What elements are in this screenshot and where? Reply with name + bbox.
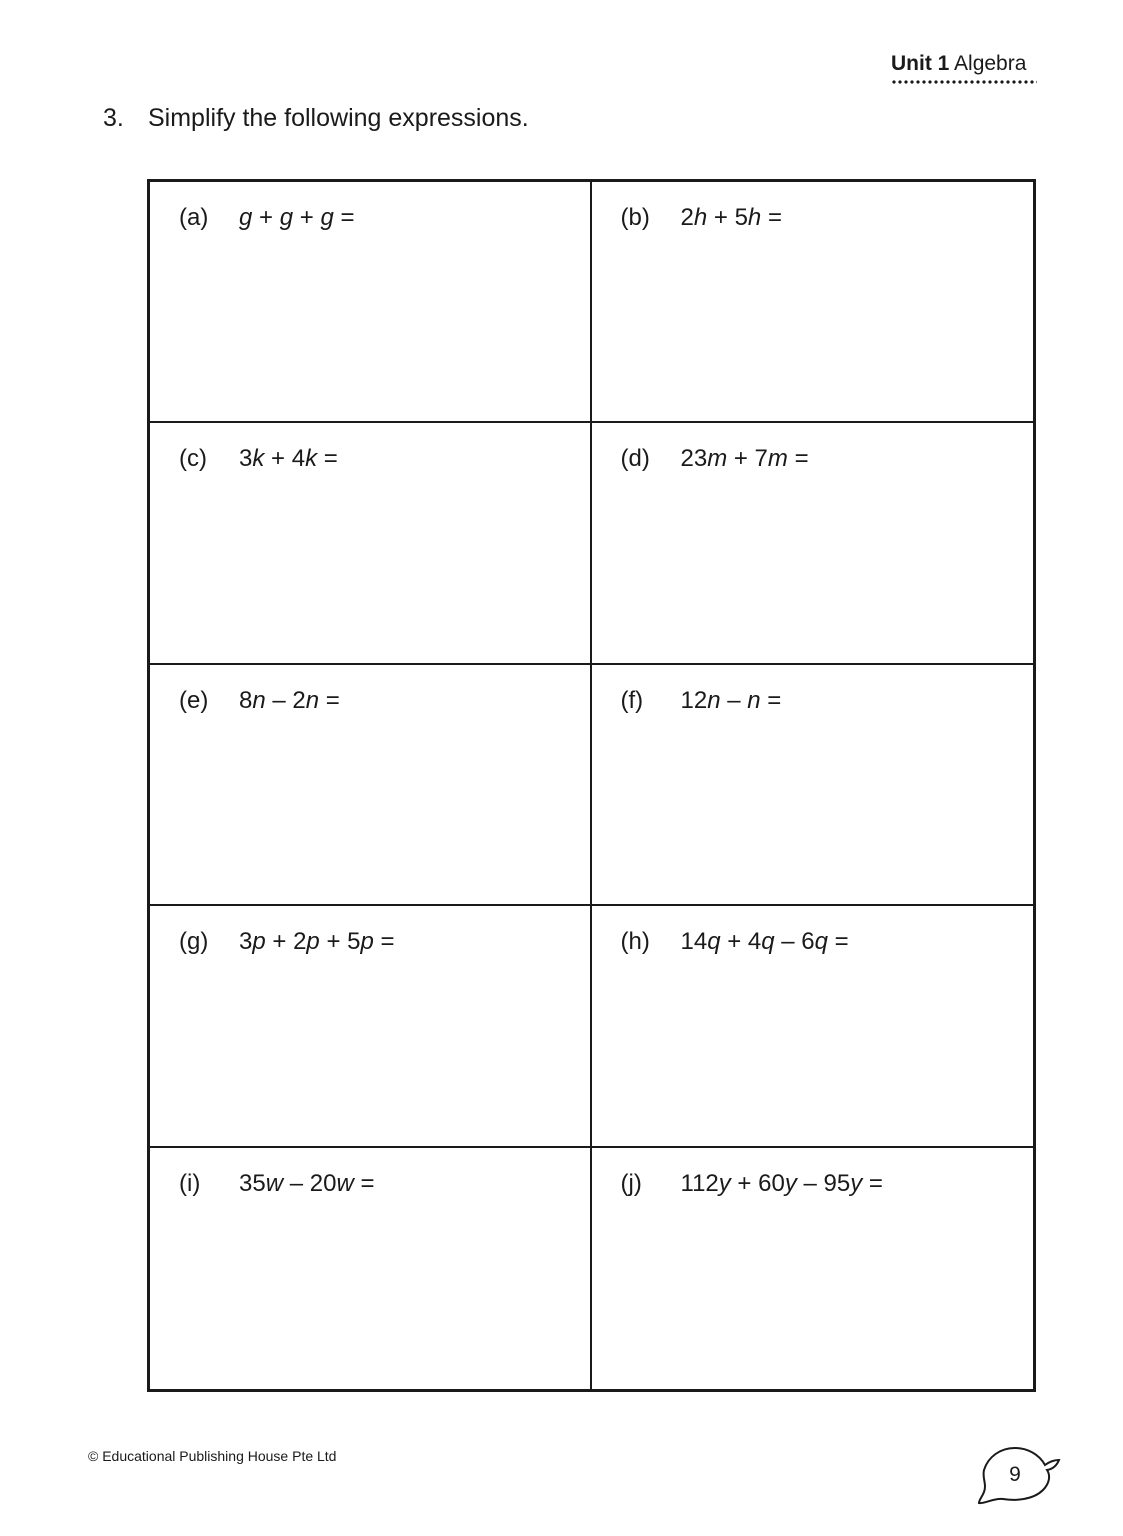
item-label: (h) [620,928,650,956]
item-label: (c) [179,445,207,473]
item-label: (i) [179,1169,201,1197]
answer-box[interactable] [150,1148,592,1389]
expression-text: + 2 [265,928,307,956]
answer-box[interactable] [592,665,1034,906]
dotted-underline [891,80,1037,84]
variable: k [252,445,265,473]
answer-box[interactable] [592,1148,1034,1389]
expression [239,687,340,714]
expression [681,1170,883,1197]
variable: n [252,686,266,714]
item-label: (g) [179,928,209,956]
variable: y [784,1169,797,1197]
expression [681,445,809,472]
variable: n [747,686,761,714]
question-heading [103,101,529,135]
expression-text: = [317,445,338,473]
expression-text: – [720,686,748,714]
item-label: (d) [620,445,650,473]
item-label: (f) [620,686,644,714]
expression-text: = [373,928,395,956]
variable: q [814,928,829,956]
expression-text: – 95 [796,1169,851,1197]
expression-text: + [252,204,280,231]
expression [681,204,782,231]
answer-box[interactable] [150,906,592,1147]
expression-text: = [761,204,782,231]
page-number: 9 [1009,1463,1021,1486]
expression-text: + [293,204,321,231]
expression-text: + 60 [730,1169,785,1197]
expression-text: – 6 [774,928,815,956]
expression-text: + 5 [707,204,748,231]
variable: y [718,1169,731,1197]
item-label: (a) [179,204,209,231]
variable: g [279,204,294,231]
expression-text: = [333,204,355,231]
expression-text: – 20 [283,1169,337,1197]
expression-text: 12 [680,686,708,714]
expression-text: + 5 [319,928,361,956]
answer-box[interactable] [150,665,592,906]
answer-box[interactable] [150,423,592,664]
variable: h [693,204,708,231]
question-prompt: Simplify the following expressions. [148,104,529,132]
variable: w [336,1169,354,1197]
variable: g [239,204,253,231]
expression-text: = [319,686,340,714]
variable: k [305,445,318,473]
expression-text: = [828,928,849,956]
expression-text: 2 [680,204,694,231]
variable: p [306,928,320,956]
expression-text: = [862,1169,883,1197]
variable: p [252,928,266,956]
expression-text: 8 [239,686,253,714]
item-label: (j) [620,1169,642,1197]
expression-text: – 2 [265,686,306,714]
expression-text: 3 [239,928,253,956]
expression-text: = [760,686,782,714]
answer-grid [147,179,1036,1392]
expression-text: = [787,445,809,473]
answer-box[interactable] [592,906,1034,1147]
variable: y [850,1169,863,1197]
variable: n [707,686,721,714]
expression [239,1170,374,1197]
expression [239,445,338,472]
expression-text: 3 [239,445,253,473]
variable: m [767,445,788,473]
expression-text: 112 [680,1169,719,1197]
unit-label: Unit 1 [891,52,950,75]
variable: p [360,928,374,956]
expression [681,687,782,714]
variable: q [707,928,721,956]
unit-topic: Algebra [954,52,1027,75]
expression-text: = [353,1169,375,1197]
variable: h [747,204,762,231]
variable: m [707,445,728,473]
answer-box[interactable] [592,182,1034,423]
variable: g [320,204,334,231]
expression [681,928,849,955]
copyright-footer: © Educational Publishing House Pte Ltd [88,1448,337,1464]
item-label: (b) [620,204,650,231]
page-number-badge [975,1440,1065,1510]
expression-text: + 7 [727,445,768,473]
expression-text: + 4 [264,445,306,473]
expression-text: 14 [680,928,708,956]
variable: w [265,1169,284,1197]
variable: n [305,686,320,714]
expression-text: 23 [680,445,708,473]
answer-box[interactable] [592,423,1034,664]
answer-box[interactable] [150,182,592,423]
expression [239,204,354,231]
variable: q [761,928,775,956]
item-label: (e) [179,686,209,714]
expression [239,928,395,955]
expression-text: 35 [239,1169,266,1197]
unit-header [891,50,1037,84]
question-number: 3. [103,104,124,132]
expression-text: + 4 [720,928,762,956]
